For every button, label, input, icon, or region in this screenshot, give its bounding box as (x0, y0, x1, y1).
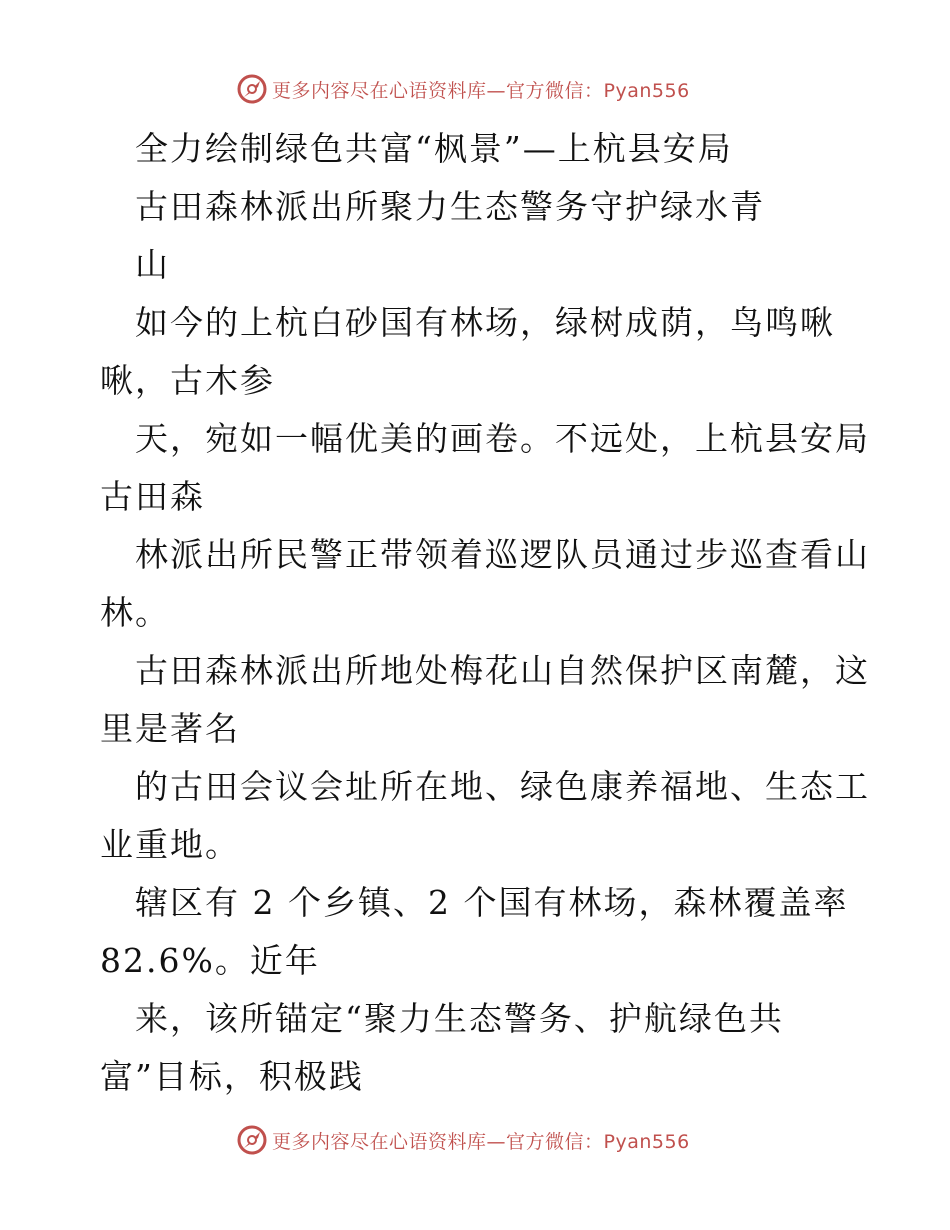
paragraph-line: 来，该所锚定“聚力生态警务、护航绿色共 (135, 999, 784, 1038)
paragraph-line: 82.6%。近年 (100, 941, 320, 980)
paragraph-line: 富”目标，积极践 (100, 1057, 364, 1096)
document-title-line-2: 古田森林派出所聚力生态警务守护绿水青 (135, 187, 765, 226)
paragraph-line: 如今的上杭白砂国有林场，绿树成荫，鸟鸣啾 (135, 303, 835, 342)
watermark-banner-bottom (236, 1123, 690, 1157)
paragraph-line: 古田森 (100, 477, 205, 516)
document-title-line-1: 全力绘制绿色共富“枫景”—上杭县安局 (135, 129, 733, 168)
paragraph-line: 里是著名 (100, 709, 240, 748)
feather-seal-logo-icon (236, 73, 268, 105)
watermark-banner-top (236, 72, 690, 106)
paragraph-line: 林。 (100, 593, 170, 632)
document-title-line-3: 山 (135, 245, 170, 284)
paragraph-line: 天，宛如一幅优美的画卷。不远处，上杭县安局 (135, 419, 870, 458)
paragraph-line: 辖区有 2 个乡镇、2 个国有林场，森林覆盖率 (135, 883, 849, 922)
feather-seal-logo-icon (236, 1124, 268, 1156)
paragraph-line: 古田森林派出所地处梅花山自然保护区南麓，这 (135, 651, 870, 690)
paragraph-line: 林派出所民警正带领着巡逻队员通过步巡查看山 (135, 535, 870, 574)
paragraph-line: 业重地。 (100, 825, 240, 864)
watermark-text-top: 更多内容尽在心语资料库—官方微信：Pyan556 (272, 79, 690, 102)
paragraph-line: 的古田会议会址所在地、绿色康养福地、生态工 (135, 767, 870, 806)
paragraph-line: 啾，古木参 (100, 361, 275, 400)
watermark-text-bottom: 更多内容尽在心语资料库—官方微信：Pyan556 (272, 1130, 690, 1153)
